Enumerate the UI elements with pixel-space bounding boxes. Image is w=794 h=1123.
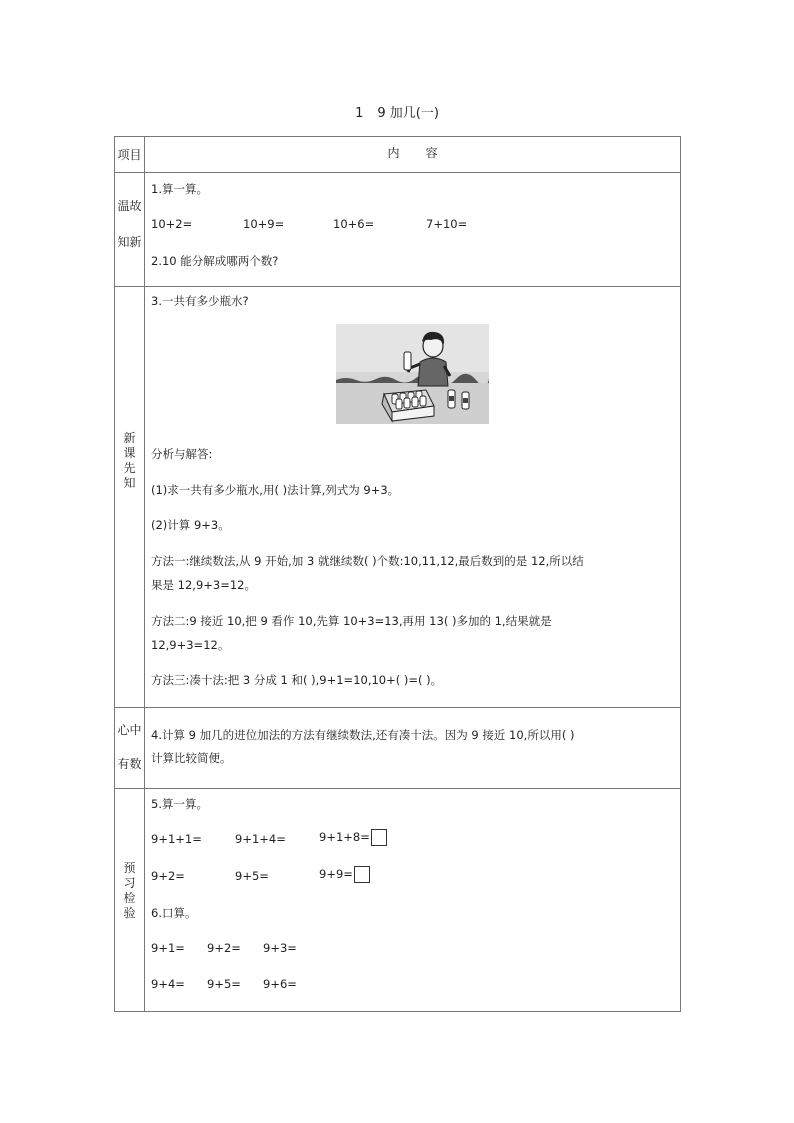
answer-box[interactable] xyxy=(354,866,370,883)
q2-text: 2.10 能分解成哪两个数? xyxy=(151,254,279,268)
preview-content-cell xyxy=(145,789,681,1012)
q4-line1: 4.计算 9 加几的进位加法的方法有继续数法,还有凑十法。因为 9 接近 10,所以用( ) xyxy=(151,728,575,742)
header-col2 xyxy=(145,144,680,161)
method1-line2: 果是 12,9+3=12。 xyxy=(151,578,256,592)
q5-item-3-text: 9+1+8= xyxy=(319,830,370,844)
q5-item-6-text: 9+9= xyxy=(319,867,353,881)
q6-item-3: 9+3= xyxy=(263,941,297,955)
header-content-cell xyxy=(145,137,681,173)
new-lesson-label-1: 新 xyxy=(123,431,136,445)
q3-title: 3.一共有多少瓶水? xyxy=(151,294,249,308)
preview-label-4: 验 xyxy=(123,906,136,920)
preview-row xyxy=(115,789,681,1012)
method2-line1: 方法二:9 接近 10,把 9 看作 10,先算 10+3=13,再用 13( )多加的 1,结果就是 xyxy=(151,614,552,628)
header-label-cell xyxy=(115,137,145,173)
q1-item-2: 10+9= xyxy=(243,217,285,231)
preview-label-3: 检 xyxy=(123,891,136,905)
new-lesson-label-cell xyxy=(115,287,145,708)
q6-item-2: 9+2= xyxy=(207,941,241,955)
q6-title: 6.口算。 xyxy=(151,906,197,920)
part1-text: (1)求一共有多少瓶水,用( )法计算,列式为 9+3。 xyxy=(151,483,400,497)
boy-with-water-bottles-illustration xyxy=(336,324,489,424)
q4-line2: 计算比较简便。 xyxy=(151,751,232,765)
q1-item-1: 10+2= xyxy=(151,217,193,231)
worksheet-table xyxy=(114,136,681,1012)
header-row xyxy=(115,137,681,173)
q5-item-5: 9+5= xyxy=(235,869,269,883)
new-lesson-content-cell xyxy=(145,287,681,708)
summary-row xyxy=(115,708,681,789)
part2-text: (2)计算 9+3。 xyxy=(151,518,230,532)
summary-label-2: 有数 xyxy=(117,757,142,771)
summary-label-cell xyxy=(115,708,145,789)
title-number: 1 xyxy=(355,106,364,121)
preview-label-1: 预 xyxy=(123,861,136,875)
preview-label-cell xyxy=(115,789,145,1012)
header-col2-b: 容 xyxy=(425,146,438,160)
q6-item-4: 9+4= xyxy=(151,977,185,991)
q6-item-5: 9+5= xyxy=(207,977,241,991)
header-col2-a: 内 xyxy=(387,146,400,160)
q5-item-4: 9+2= xyxy=(151,869,185,883)
q5-item-1: 9+1+1= xyxy=(151,832,202,846)
review-label-2: 知新 xyxy=(117,235,142,249)
review-content-cell xyxy=(145,173,681,287)
new-lesson-label-3: 先 xyxy=(123,461,136,475)
review-label-1: 温故 xyxy=(117,199,142,213)
q5-item-6 xyxy=(319,866,370,883)
q1-title: 1.算一算。 xyxy=(151,182,208,196)
preview-label-2: 习 xyxy=(123,876,136,890)
analysis-heading: 分析与解答: xyxy=(151,447,213,461)
summary-label-1: 心中 xyxy=(117,723,142,737)
review-label-cell xyxy=(115,173,145,287)
q6-item-1: 9+1= xyxy=(151,941,185,955)
header-col1: 项目 xyxy=(117,148,142,162)
review-row xyxy=(115,173,681,287)
q1-item-4: 7+10= xyxy=(426,217,468,231)
summary-content-cell xyxy=(145,708,681,789)
method2-line2: 12,9+3=12。 xyxy=(151,638,230,652)
method3-text: 方法三:凑十法:把 3 分成 1 和( ),9+1=10,10+( )=( )。 xyxy=(151,673,443,687)
q6-item-6: 9+6= xyxy=(263,977,297,991)
new-lesson-row xyxy=(115,287,681,708)
new-lesson-label-4: 知 xyxy=(123,476,136,490)
q5-title: 5.算一算。 xyxy=(151,797,208,811)
answer-box[interactable] xyxy=(371,829,387,846)
page-title xyxy=(0,102,794,121)
title-text: 9 加几(一) xyxy=(377,106,439,121)
new-lesson-label-2: 课 xyxy=(123,446,136,460)
q5-item-2: 9+1+4= xyxy=(235,832,286,846)
method1-line1: 方法一:继续数法,从 9 开始,加 3 就继续数( )个数:10,11,12,最后数到的是 12,所以结 xyxy=(151,554,584,568)
q1-item-3: 10+6= xyxy=(333,217,375,231)
q5-item-3 xyxy=(319,829,387,846)
